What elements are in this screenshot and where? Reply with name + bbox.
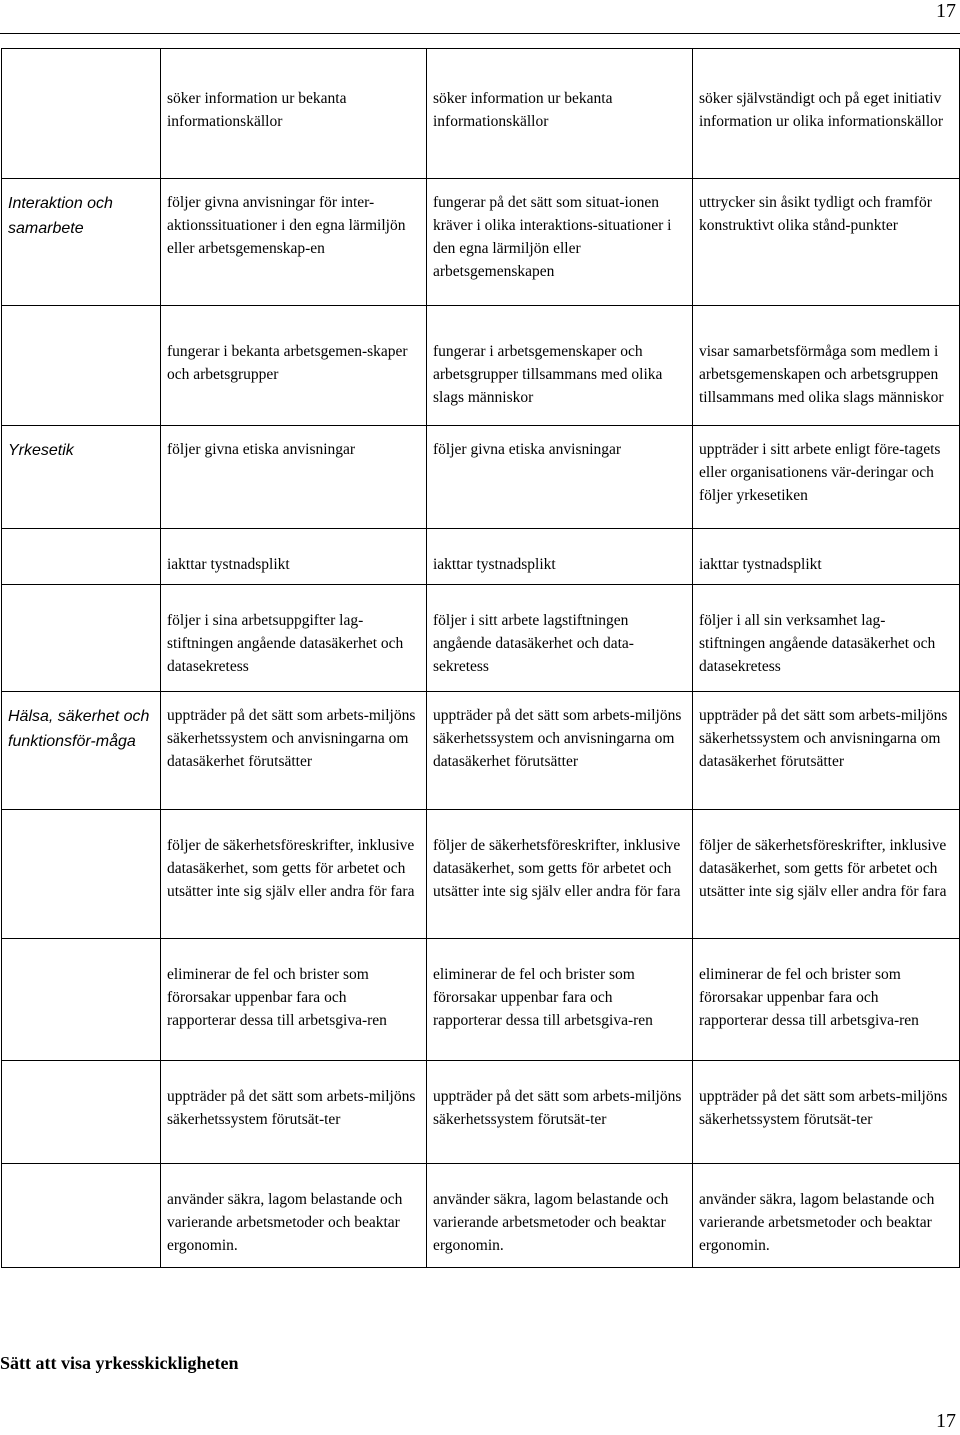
level-2-cell: fungerar i arbetsgemenskaper och arbetsgrupper tillsammans med olika slags människor [427,306,693,426]
page-number-bottom: 17 [936,1410,956,1432]
area-cell: Hälsa, säkerhet och funktionsför-måga [2,692,161,810]
level-3-cell: söker självständigt och på eget initiativ information ur olika informationskällor [693,49,960,179]
level-1-cell: uppträder på det sätt som arbets-miljöns säkerhetssystem och anvisningarna om datasäkerhet förutsätter [161,692,427,810]
table-row [2,1164,960,1268]
section-heading: Sätt att visa yrkesskickligheten [0,1353,239,1373]
level-1-cell: följer givna anvisningar för inter-aktionssituationer i den egna lärmiljön eller arbetsgemenskap-en [161,179,427,306]
table-row [2,426,960,529]
level-2-cell: uppträder på det sätt som arbets-miljöns säkerhetssystem och anvisningarna om datasäkerhet förutsätter [427,692,693,810]
level-3-cell: uppträder i sitt arbete enligt före-tagets eller organisationens vär-deringar och följer yrkesetiken [693,426,960,529]
area-cell [2,1164,161,1268]
level-2-cell: använder säkra, lagom belastande och varierande arbetsmetoder och beaktar ergonomin. [427,1164,693,1268]
table-row [2,939,960,1061]
level-2-cell: följer de säkerhetsföreskrifter, inklusive datasäkerhet, som getts för arbetet och utsätter inte sig själv eller andra för fara [427,810,693,939]
header-rule [0,33,960,34]
level-3-cell: uttrycker sin åsikt tydligt och framför konstruktivt olika stånd-punkter [693,179,960,306]
level-2-cell: följer i sitt arbete lagstiftningen angående datasäkerhet och data-sekretess [427,585,693,692]
level-3-cell: följer i all sin verksamhet lag-stiftningen angående datasäkerhet och datasekretess [693,585,960,692]
level-3-cell: använder säkra, lagom belastande och varierande arbetsmetoder och beaktar ergonomin. [693,1164,960,1268]
level-3-cell: uppträder på det sätt som arbets-miljöns säkerhetssystem och anvisningarna om datasäkerhet förutsätter [693,692,960,810]
area-cell [2,810,161,939]
level-1-cell: använder säkra, lagom belastande och varierande arbetsmetoder och beaktar ergonomin. [161,1164,427,1268]
level-1-cell: söker information ur bekanta informationskällor [161,49,427,179]
table-row [2,692,960,810]
table-row [2,1061,960,1164]
level-2-cell: följer givna etiska anvisningar [427,426,693,529]
level-2-cell: uppträder på det sätt som arbets-miljöns säkerhetssystem förutsät-ter [427,1061,693,1164]
level-3-cell: visar samarbetsförmåga som medlem i arbetsgemenskapen och arbetsgruppen tillsammans med olika slags människor [693,306,960,426]
level-3-cell: eliminerar de fel och brister som förorsakar uppenbar fara och rapporterar dessa till arbetsgiva-ren [693,939,960,1061]
table-row [2,529,960,585]
level-1-cell: följer i sina arbetsuppgifter lag-stiftningen angående datasäkerhet och datasekretess [161,585,427,692]
level-2-cell: fungerar på det sätt som situat-ionen kräver i olika interaktions-situationer i den egna lärmiljön eller arbetsgemenskapen [427,179,693,306]
level-3-cell: följer de säkerhetsföreskrifter, inklusive datasäkerhet, som getts för arbetet och utsätter inte sig själv eller andra för fara [693,810,960,939]
level-1-cell: följer givna etiska anvisningar [161,426,427,529]
table-row [2,810,960,939]
area-cell [2,529,161,585]
level-2-cell: iakttar tystnadsplikt [427,529,693,585]
level-2-cell: eliminerar de fel och brister som förorsakar uppenbar fara och rapporterar dessa till arbetsgiva-ren [427,939,693,1061]
level-3-cell: uppträder på det sätt som arbets-miljöns säkerhetssystem förutsät-ter [693,1061,960,1164]
level-1-cell: uppträder på det sätt som arbets-miljöns säkerhetssystem förutsät-ter [161,1061,427,1164]
table-row [2,306,960,426]
level-2-cell: söker information ur bekanta informationskällor [427,49,693,179]
criteria-table [1,48,960,1268]
area-cell [2,1061,161,1164]
table-row [2,585,960,692]
area-cell: Interaktion och samarbete [2,179,161,306]
area-cell [2,585,161,692]
level-1-cell: eliminerar de fel och brister som förorsakar uppenbar fara och rapporterar dessa till arbetsgiva-ren [161,939,427,1061]
level-1-cell: följer de säkerhetsföreskrifter, inklusive datasäkerhet, som getts för arbetet och utsätter inte sig själv eller andra för fara [161,810,427,939]
area-cell [2,306,161,426]
area-cell [2,939,161,1061]
area-cell: Yrkesetik [2,426,161,529]
level-1-cell: fungerar i bekanta arbetsgemen-skaper och arbetsgrupper [161,306,427,426]
area-cell [2,49,161,179]
page-number-top: 17 [936,0,956,22]
level-1-cell: iakttar tystnadsplikt [161,529,427,585]
table-row [2,179,960,306]
level-3-cell: iakttar tystnadsplikt [693,529,960,585]
table-row [2,49,960,179]
